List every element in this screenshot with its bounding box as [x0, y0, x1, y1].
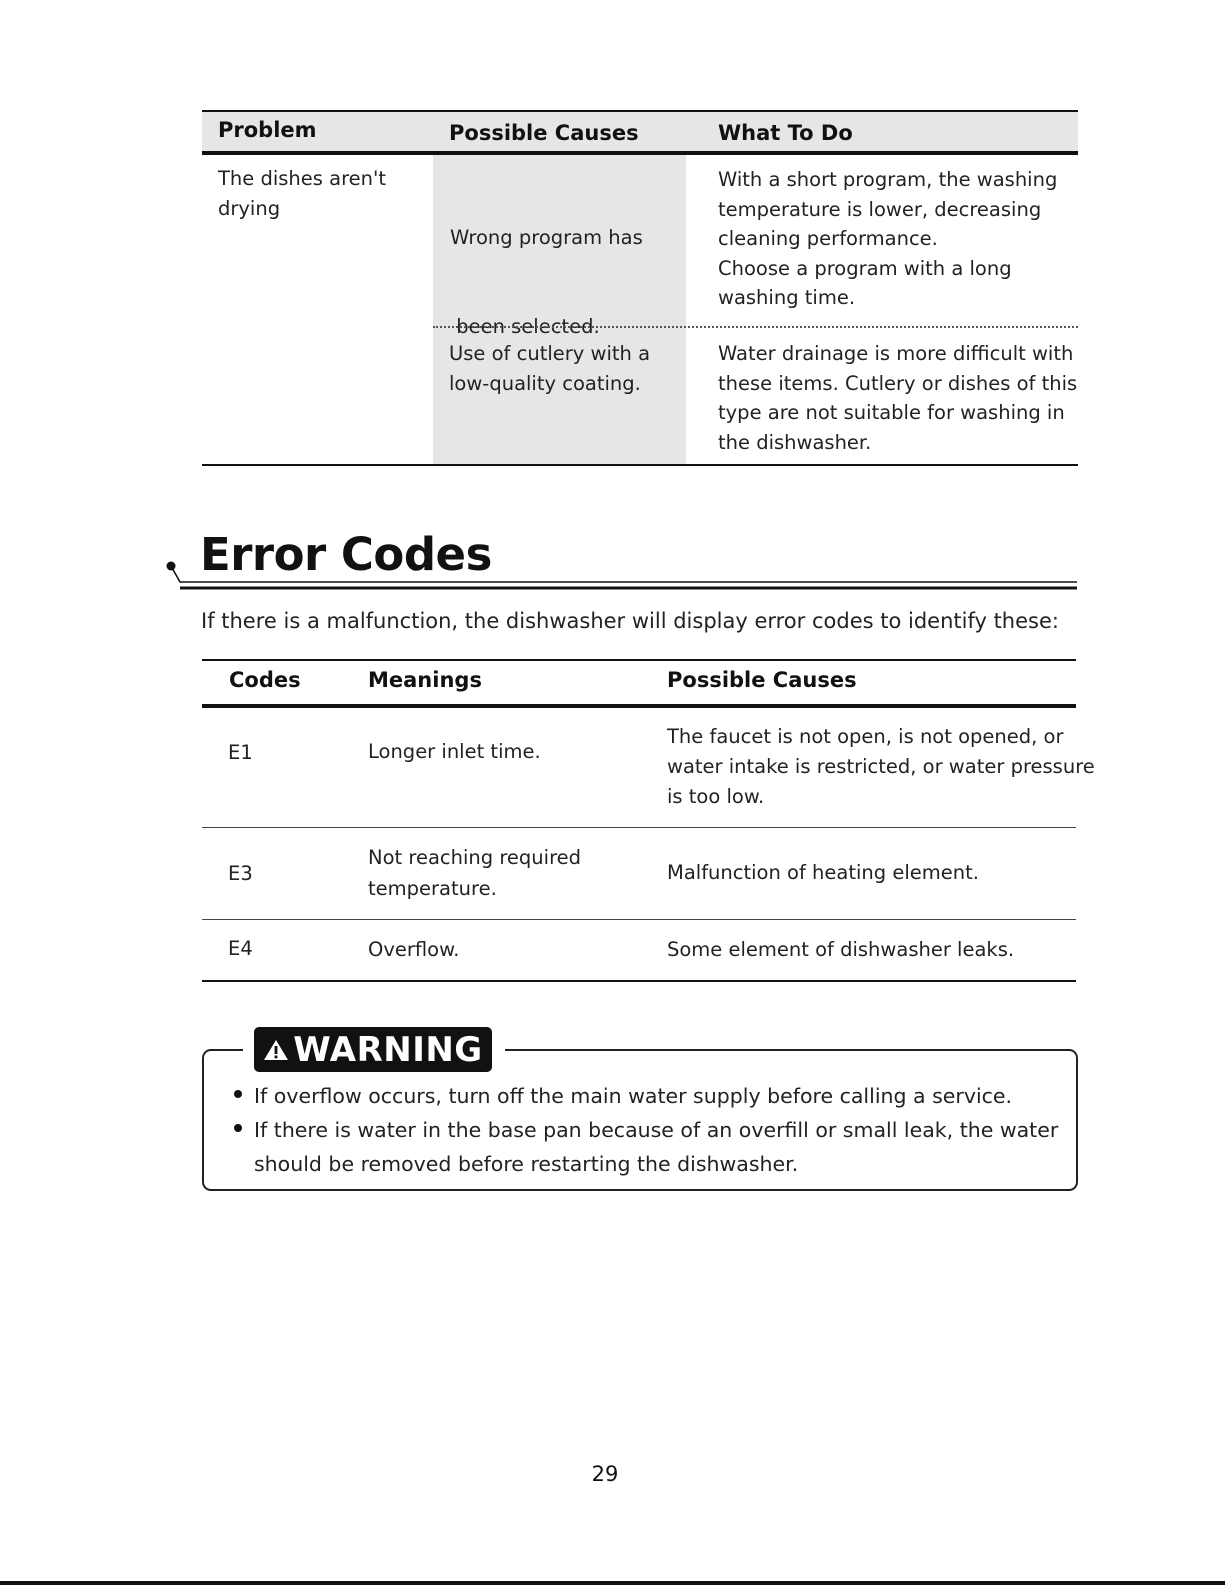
error-code: E1 [228, 741, 253, 764]
meaning-line: temperature. [368, 877, 497, 900]
bullet-dot [234, 1090, 242, 1098]
todo-line: these items. Cutlery or dishes of this [718, 371, 1078, 395]
warning-item [254, 1079, 1012, 1113]
meaning-line: Longer inlet time. [368, 740, 541, 763]
table-top-rule [202, 110, 1078, 112]
section-title: Error Codes [200, 528, 492, 581]
error-code: E4 [228, 937, 253, 960]
codes-table-bottom-rule [202, 980, 1076, 982]
warning-triangle-icon [263, 1038, 289, 1062]
meaning-line: Overflow. [368, 938, 460, 961]
bullet-dot [234, 1124, 242, 1132]
warning-label [254, 1027, 492, 1072]
warning-label-text: WARNING [293, 1029, 483, 1070]
error-cause [667, 722, 1095, 812]
cause-line: Wrong program has [450, 226, 643, 249]
error-cause [667, 858, 979, 888]
error-code: E3 [228, 862, 253, 885]
todo-line: temperature is lower, decreasing [718, 197, 1042, 221]
todo-line: cleaning performance. [718, 227, 938, 250]
cause-line: water intake is restricted, or water pressure [667, 755, 1095, 778]
cause-line: Malfunction of heating element. [667, 861, 979, 884]
codes-table-top-rule [202, 659, 1076, 661]
warning-line: If there is water in the base pan because of an overfill or small leak, the water [254, 1118, 1059, 1142]
cause-line: The faucet is not open, is not opened, or [667, 725, 1064, 748]
table-bottom-rule [202, 464, 1078, 466]
row-divider-dotted [433, 326, 1078, 328]
todo-cell [718, 165, 1057, 313]
warning-line: If overflow occurs, turn off the main water supply before calling a service. [254, 1084, 1013, 1108]
error-meaning [368, 737, 541, 767]
todo-line: type are not suitable for washing in [718, 401, 1065, 424]
todo-line: washing time. [718, 286, 856, 309]
codes-table-header-rule [202, 704, 1076, 708]
warning-line: should be removed before restarting the dishwasher. [254, 1152, 799, 1176]
cause-line: Some element of dishwasher leaks. [667, 938, 1015, 961]
section-intro: If there is a malfunction, the dishwasher will display error codes to identify these: [201, 609, 1059, 633]
codes-row-divider [202, 919, 1076, 920]
todo-line: Choose a program with a long [718, 256, 1012, 280]
warning-item [254, 1113, 1058, 1181]
header-possible-causes: Possible Causes [667, 668, 857, 692]
page-number: 29 [591, 1462, 619, 1486]
cause-line: Use of cutlery with a [449, 342, 651, 365]
cause-cell [449, 339, 650, 398]
todo-line: the dishwasher. [718, 430, 872, 454]
error-cause [667, 935, 1014, 965]
cause-line: is too low. [667, 785, 765, 808]
cause-line: low-quality coating. [449, 371, 641, 395]
todo-cell [718, 339, 1077, 457]
problem-line: drying [218, 196, 281, 220]
todo-line: With a short program, the washing [718, 168, 1058, 191]
problem-line: The dishes aren't [218, 167, 387, 190]
header-meanings: Meanings [368, 668, 482, 692]
problem-cell [218, 164, 386, 223]
codes-row-divider [202, 827, 1076, 828]
header-what-to-do: What To Do [718, 121, 853, 145]
header-codes: Codes [229, 668, 301, 692]
todo-line: Water drainage is more difficult with [718, 342, 1074, 365]
page-bottom-edge [0, 1581, 1225, 1585]
meaning-line: Not reaching required [368, 846, 582, 869]
error-meaning [368, 842, 581, 904]
header-problem: Problem [218, 118, 317, 142]
header-possible-causes: Possible Causes [449, 121, 639, 145]
cause-line: been selected. [450, 314, 600, 338]
table-header-band [202, 112, 1078, 152]
error-meaning [368, 935, 459, 965]
